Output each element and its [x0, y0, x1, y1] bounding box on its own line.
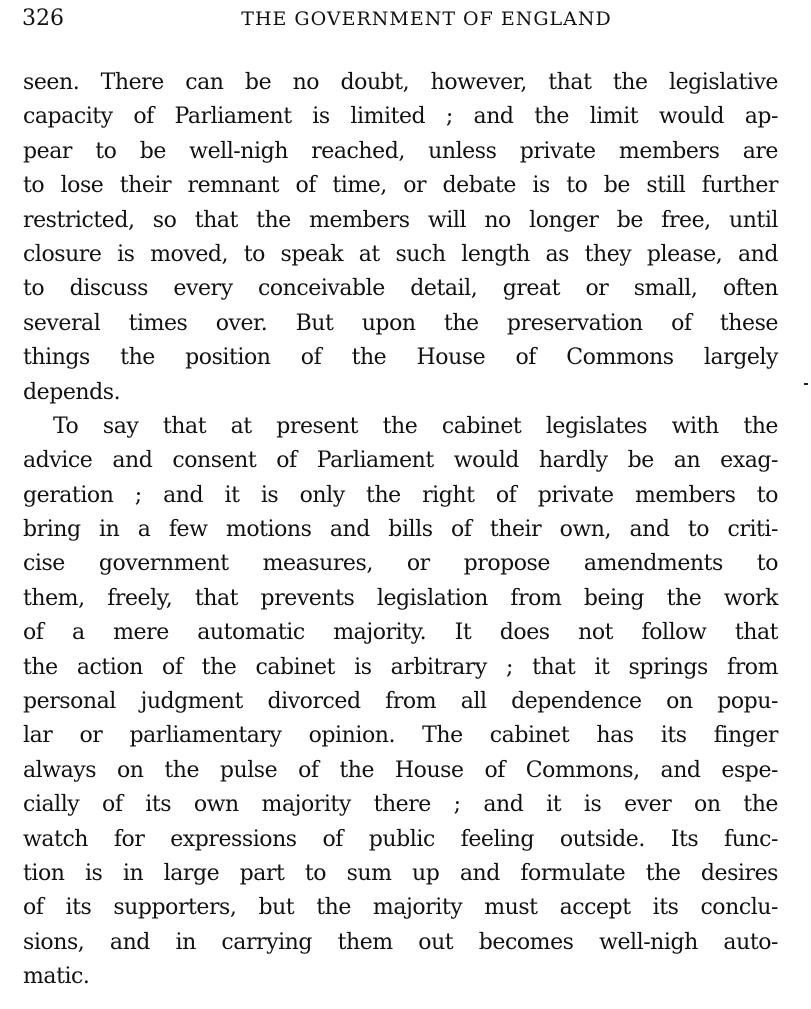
text-line: cially of its own majority there ; and it is ever on the: [23, 792, 778, 818]
text-line: watch for expressions of public feeling outside. Its func-: [23, 826, 778, 852]
text-line: cise government measures, or propose amendments to: [23, 551, 778, 577]
margin-mark: [804, 383, 808, 385]
text-line: personal judgment divorced from all dependence on popu-: [23, 689, 778, 715]
text-line: geration ; and it is only the right of private members to: [23, 482, 778, 508]
text-line: them, freely, that prevents legislation from being the work: [23, 585, 778, 611]
text-line: bring in a few motions and bills of their own, and to criti-: [23, 517, 778, 543]
paragraph-2: [23, 410, 778, 995]
text-line: to discuss every conceivable detail, great or small, often: [23, 276, 778, 302]
running-title: THE GOVERNMENT OF ENGLAND: [241, 8, 612, 30]
page-number: 326: [22, 6, 64, 31]
text-line: of its supporters, but the majority must accept its conclu-: [23, 895, 778, 921]
paragraph-1: [23, 66, 778, 410]
text-line: pear to be well-nigh reached, unless private members are: [23, 138, 778, 164]
text-line: capacity of Parliament is limited ; and the limit would ap-: [23, 104, 778, 130]
running-head: [22, 4, 783, 34]
text-line: of a mere automatic majority. It does not follow that: [23, 620, 778, 646]
text-line: several times over. But upon the preservation of these: [23, 310, 778, 336]
text-line: closure is moved, to speak at such length as they please, and: [23, 241, 778, 267]
text-line: things the position of the House of Commons largely: [23, 345, 778, 371]
text-line: depends.: [23, 379, 121, 405]
text-line: the action of the cabinet is arbitrary ; that it springs from: [23, 654, 778, 680]
text-line: lar or parliamentary opinion. The cabinet has its finger: [23, 723, 778, 749]
text-line: advice and consent of Parliament would hardly be an exag-: [23, 448, 778, 474]
body-text: [23, 66, 778, 995]
text-line: restricted, so that the members will no longer be free, until: [23, 207, 778, 233]
text-line: tion is in large part to sum up and formulate the desires: [23, 860, 778, 886]
text-line: always on the pulse of the House of Commons, and espe-: [23, 757, 778, 783]
text-line: To say that at present the cabinet legislates with the: [53, 413, 778, 439]
text-line: matic.: [23, 964, 90, 990]
text-line: seen. There can be no doubt, however, that the legislative: [23, 70, 778, 95]
text-line: to lose their remnant of time, or debate is to be still further: [23, 173, 778, 199]
text-line: sions, and in carrying them out becomes well-nigh auto-: [23, 929, 778, 955]
